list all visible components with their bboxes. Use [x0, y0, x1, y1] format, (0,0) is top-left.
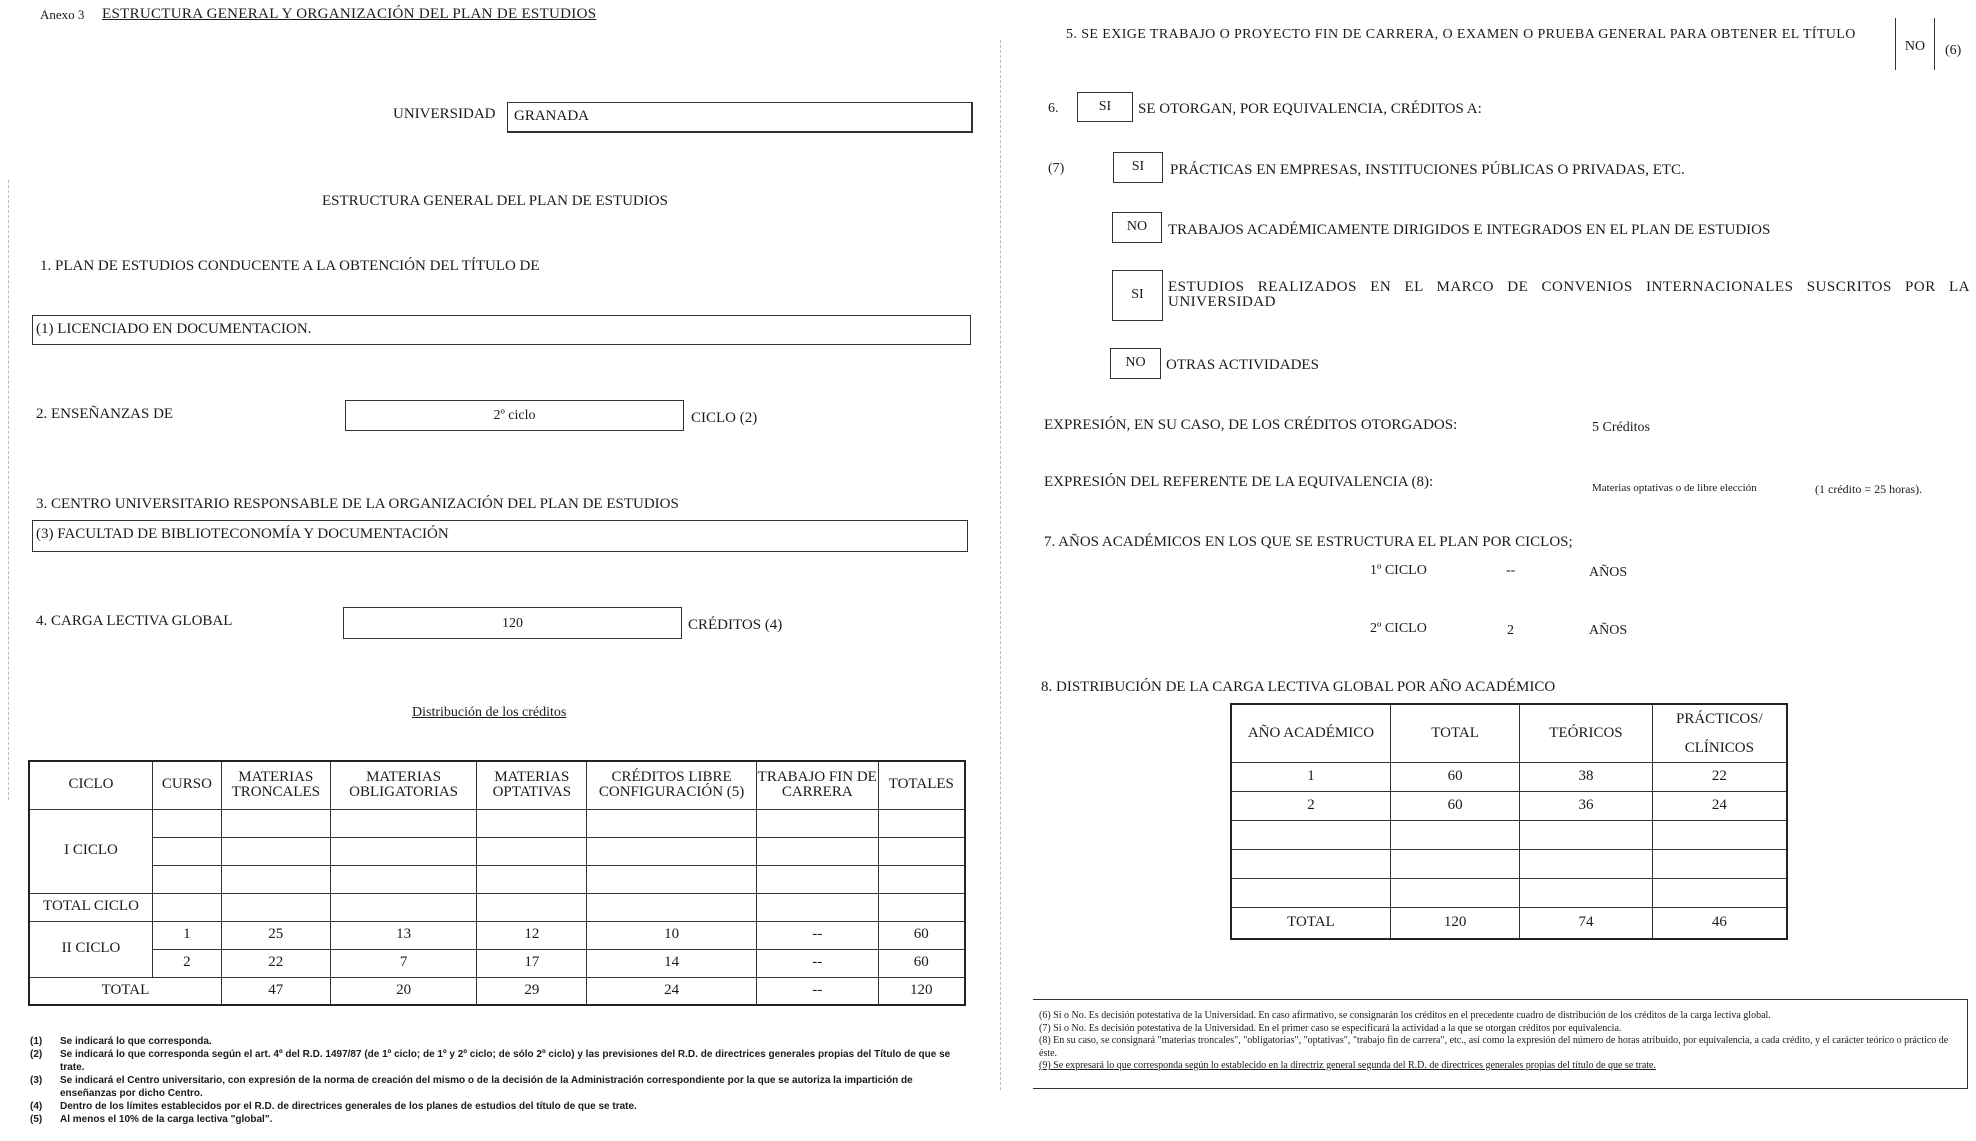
table-cell: 120 — [1390, 908, 1519, 939]
footnote: (1) Se indicará lo que corresponda. — [30, 1036, 212, 1047]
page-title: ESTRUCTURA GENERAL Y ORGANIZACIÓN DEL PLAN DE ESTUDIOS — [102, 6, 597, 22]
table-cell: 60 — [1390, 763, 1519, 792]
ciclo1-value: -- — [1506, 563, 1516, 578]
footnote: (6) Si o No. Es decisión potestativa de la Universidad. En caso afirmativo, se consignarán los créditos en el precedente cuadro de distribución de los créditos de la carga lectiva global. — [1039, 1010, 1771, 1021]
expression-credits-value: 5 Créditos — [1592, 420, 1650, 435]
university-center-field — [32, 520, 968, 552]
table-cell: -- — [756, 921, 878, 949]
footnote: (5) Al menos el 10% de la carga lectiva "global". — [30, 1114, 273, 1125]
header-total: TOTAL — [1390, 704, 1519, 763]
otras-answer: NO — [1125, 355, 1146, 370]
ciclo2-unit: AÑOS — [1589, 623, 1628, 638]
trabajos-answer: NO — [1126, 219, 1148, 234]
footnote: (2) Se indicará lo que corresponda según el art. 4º del R.D. 1497/87 (de 1º ciclo; de 1º y 2º ciclo; de sólo 2º ciclo) y las previsiones del R.D. de directrices generales propias del Título de que se trate. — [30, 1049, 951, 1073]
university-center-value: (3) FACULTAD DE BIBLIOTECONOMÍA Y DOCUMENTACIÓN — [36, 526, 449, 542]
header-optativas: MATERIAS OPTATIVAS — [477, 761, 587, 809]
table-cell: -- — [756, 977, 878, 1005]
right-footnotes — [1033, 999, 1968, 1089]
table-cell: 17 — [477, 949, 587, 977]
total-ciclo-label: TOTAL CICLO — [29, 893, 152, 921]
ii-ciclo-label: II CICLO — [29, 921, 152, 977]
expression-credits-label: EXPRESIÓN, EN SU CASO, DE LOS CRÉDITOS OTORGADOS: — [1044, 417, 1458, 433]
header-practicos: PRÁCTICOS/ CLÍNICOS — [1652, 704, 1787, 763]
total-label: TOTAL — [29, 977, 221, 1005]
s6-text: SE OTORGAN, POR EQUIVALENCIA, CRÉDITOS A: — [1138, 101, 1482, 117]
otras-answer-box — [1110, 348, 1161, 379]
s1-label: 1. PLAN DE ESTUDIOS CONDUCENTE A LA OBTENCIÓN DEL TÍTULO DE — [40, 258, 540, 274]
table-cell: 60 — [878, 921, 965, 949]
left-margin-line — [8, 180, 9, 800]
left-footnotes — [30, 1035, 965, 1126]
degree-title-value: (1) LICENCIADO EN DOCUMENTACION. — [36, 321, 312, 337]
ciclo2-value: 2 — [1507, 623, 1514, 638]
expression-ref-extra: (1 crédito = 25 horas). — [1815, 482, 1923, 496]
table-cell: 14 — [587, 949, 757, 977]
table-cell: 2 — [152, 949, 221, 977]
structure-title: ESTRUCTURA GENERAL DEL PLAN DE ESTUDIOS — [322, 193, 668, 209]
s4-label: 4. CARGA LECTIVA GLOBAL — [36, 613, 233, 629]
footnote: (7) Si o No. Es decisión potestativa de la Universidad. En el primer caso se especificará la actividad a la que se otorgan créditos por equivalencia. — [1039, 1022, 1622, 1034]
table-cell: 22 — [221, 949, 330, 977]
s5-text: 5. SE EXIGE TRABAJO O PROYECTO FIN DE CARRERA, O EXAMEN O PRUEBA GENERAL PARA OBTENER EL TÍTULO — [1066, 27, 1856, 42]
table-cell: 38 — [1520, 763, 1652, 792]
table-cell: -- — [756, 949, 878, 977]
global-load-field — [343, 607, 682, 639]
credits-distribution-table — [28, 760, 966, 1006]
s2-label: 2. ENSEÑANZAS DE — [36, 406, 174, 422]
header-ciclo: CICLO — [29, 761, 152, 809]
teaching-cycle-field — [345, 400, 684, 431]
table-cell: 7 — [330, 949, 477, 977]
header-totales: TOTALES — [878, 761, 965, 809]
table-cell: 24 — [587, 977, 757, 1005]
trabajos-text: TRABAJOS ACADÉMICAMENTE DIRIGIDOS E INTEGRADOS EN EL PLAN DE ESTUDIOS — [1168, 222, 1771, 238]
table-cell: 120 — [878, 977, 965, 1005]
expression-ref-label: EXPRESIÓN DEL REFERENTE DE LA EQUIVALENCIA (8): — [1044, 474, 1434, 490]
table-cell: 1 — [1231, 763, 1390, 792]
table-cell: 20 — [330, 977, 477, 1005]
footnote: (3) Se indicará el Centro universitario, con expresión de la norma de creación del mismo o de la decisión de la Administración correspondiente por la que se autoriza la impartición de enseñanzas por dicho Centro. — [30, 1075, 913, 1099]
annex-label: Anexo 3 — [40, 7, 85, 22]
academic-year-table — [1230, 703, 1788, 940]
table-cell: 25 — [221, 921, 330, 949]
s7b-label: 7. AÑOS ACADÉMICOS EN LOS QUE SE ESTRUCTURA EL PLAN POR CICLOS; — [1044, 534, 1573, 550]
estudios-answer: SI — [1131, 287, 1144, 302]
table-cell: 10 — [587, 921, 757, 949]
s4-suffix: CRÉDITOS (4) — [688, 617, 783, 633]
practicas-answer-box — [1113, 152, 1163, 183]
footnote: (4) Dentro de los límites establecidos por el R.D. de directrices generales de los planes de estudios del título de que se trate. — [30, 1101, 637, 1112]
s5-answer: NO — [1904, 39, 1926, 54]
table-cell: 2 — [1231, 792, 1390, 821]
table-cell: 22 — [1652, 763, 1787, 792]
distribution-title: Distribución de los créditos — [412, 705, 567, 720]
estudios-text: ESTUDIOS REALIZADOS EN EL MARCO DE CONVENIOS INTERNACIONALES SUSCRITOS POR LA UNIVERSIDAD — [1168, 279, 1970, 310]
header-ano-academico: AÑO ACADÉMICO — [1231, 704, 1390, 763]
header-curso: CURSO — [152, 761, 221, 809]
university-field — [507, 102, 973, 133]
i-ciclo-label: I CICLO — [29, 809, 152, 893]
table-cell: 60 — [1390, 792, 1519, 821]
s6-answer-box — [1077, 92, 1133, 122]
table-cell: 13 — [330, 921, 477, 949]
table-cell: 12 — [477, 921, 587, 949]
header-teoricos: TEÓRICOS — [1520, 704, 1652, 763]
footnote: (9) Se expresará lo que corresponda según lo establecido en la directriz general segunda del R.D. de directrices generales propias del título de que se trate. — [1039, 1060, 1656, 1071]
header-troncales: MATERIAS TRONCALES — [221, 761, 330, 809]
ciclo1-unit: AÑOS — [1589, 565, 1628, 580]
s5-answer-box — [1895, 18, 1935, 70]
header-libre-configuracion: CRÉDITOS LIBRE CONFIGURACIÓN (5) — [587, 761, 757, 809]
total-label: TOTAL — [1231, 908, 1390, 939]
header-trabajo-fin: TRABAJO FIN DE CARRERA — [756, 761, 878, 809]
expression-ref-value: Materias optativas o de libre elección — [1592, 482, 1757, 494]
s7-note: (7) — [1048, 161, 1065, 176]
degree-title-field — [32, 315, 971, 345]
table-cell: 36 — [1520, 792, 1652, 821]
table-cell: 47 — [221, 977, 330, 1005]
practicas-text: PRÁCTICAS EN EMPRESAS, INSTITUCIONES PÚBLICAS O PRIVADAS, ETC. — [1170, 162, 1685, 178]
table-cell: 29 — [477, 977, 587, 1005]
s2-suffix: CICLO (2) — [691, 410, 758, 426]
table-cell: 74 — [1520, 908, 1652, 939]
university-label: UNIVERSIDAD — [393, 106, 496, 122]
teaching-cycle-value: 2º ciclo — [493, 408, 536, 423]
footnote: (8) En su caso, se consignará "materias troncales", "obligatorias", "optativas", "trabajo fin de carrera", etc., así como la expresión del número de horas atribuido, por equivalencia, a cada crédito, y el carácter teórico o práctico de éste. — [1039, 1035, 1949, 1059]
university-value: GRANADA — [514, 108, 589, 124]
header-obligatorias: MATERIAS OBLIGATORIAS — [330, 761, 477, 809]
center-divider-line — [1000, 40, 1001, 1090]
ciclo2-label: 2º CICLO — [1370, 621, 1427, 636]
s6-number: 6. — [1048, 101, 1059, 116]
s8-label: 8. DISTRIBUCIÓN DE LA CARGA LECTIVA GLOBAL POR AÑO ACADÉMICO — [1041, 679, 1556, 695]
otras-text: OTRAS ACTIVIDADES — [1166, 357, 1319, 373]
table-cell: 60 — [878, 949, 965, 977]
s3-label: 3. CENTRO UNIVERSITARIO RESPONSABLE DE LA ORGANIZACIÓN DEL PLAN DE ESTUDIOS — [36, 496, 679, 512]
table-cell: 1 — [152, 921, 221, 949]
trabajos-answer-box — [1112, 212, 1162, 243]
practicas-answer: SI — [1131, 159, 1145, 174]
table-cell: 46 — [1652, 908, 1787, 939]
global-load-value: 120 — [502, 616, 523, 631]
table-cell: 24 — [1652, 792, 1787, 821]
s6-answer: SI — [1098, 99, 1112, 114]
ciclo1-label: 1º CICLO — [1370, 563, 1427, 578]
s5-note: (6) — [1945, 43, 1962, 58]
estudios-answer-box — [1112, 270, 1163, 321]
